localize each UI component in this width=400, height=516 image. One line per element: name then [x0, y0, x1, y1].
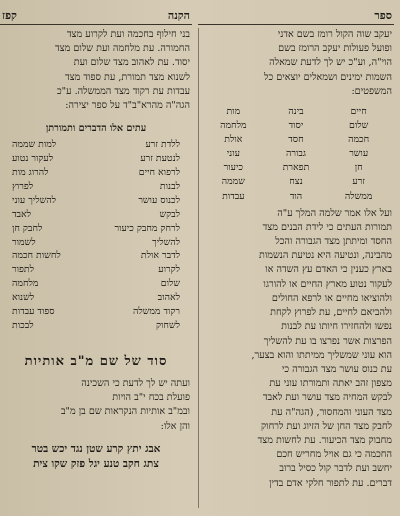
pair-item: לתפור [12, 264, 35, 276]
text-line: דברים. עת לתפור חלקי אדם בדין [269, 477, 392, 489]
right-body [200, 207, 392, 491]
table-cell: עבדות [222, 190, 245, 202]
sefirot-table [202, 105, 390, 204]
pair-item: לדבר אולת [140, 250, 180, 262]
pair-row [6, 236, 186, 250]
table-cell: כיעור [223, 162, 243, 174]
table-cell: מות [226, 106, 241, 118]
table-cell: אולת [224, 134, 243, 146]
table-row [202, 161, 390, 175]
section-text [2, 377, 190, 434]
pair-item: לעקור נטוע [12, 153, 54, 165]
text-line: יחשב ועת לדבר קול כסיל ברוב [279, 463, 392, 475]
pair-row [6, 249, 186, 263]
pair-item: להרוג מות [12, 167, 49, 179]
table-cell: שממה [221, 176, 245, 188]
pair-row [6, 138, 186, 152]
text-line: פועלת בכח י"ב הויות [112, 392, 190, 404]
table-row [202, 175, 390, 189]
header-title-right: ספר [374, 9, 392, 22]
table-cell: עוני [226, 148, 240, 160]
text-line: ולהביאם לחיים, עת לפרוץ לקחת [270, 307, 392, 319]
text-line: מהבינה, ונטיעה היא נטיעת הנשמות [259, 250, 392, 262]
pair-item: לשמור [12, 236, 36, 248]
text-line: נפשו ולהחזירו חיותו עת לבנות [281, 321, 392, 333]
table-row [202, 119, 390, 133]
pair-item: למות שממה [12, 139, 57, 151]
right-intro [200, 28, 392, 99]
pair-item: לבכות [12, 320, 34, 331]
table-cell: בינה [288, 106, 304, 118]
text-line: הגה"ה מהרא"ב"ד על ספר יצירה: [65, 100, 190, 112]
pair-item: לפרוץ [12, 180, 34, 192]
pair-item: לקרוע [158, 264, 180, 276]
text-line: החמורה. עת מלחמה ועת שלום מצד [55, 43, 190, 55]
text-line: ועל אלו אמר שלמה המלך ע"ה [277, 207, 392, 219]
pair-item: מלחמה [12, 278, 39, 290]
text-line: ועתה יש לך לדעת כי השכינה [81, 377, 190, 389]
text-line: החסד ומיתתן מצד הגבורה והכל [275, 236, 392, 248]
text-line: לעקור נטוע מארץ החיים או להורגו [263, 278, 392, 290]
text-line: לשנוא מצד תמורת, עת ספוד מצד [65, 71, 190, 83]
pair-item: לנטעת זרע [140, 153, 180, 165]
text-line: יסוד. עת לאהוב מצד שלום ועת [73, 57, 190, 69]
table-row [202, 133, 390, 147]
text-line: ופועל פעולות יעקב הרומז בשם [278, 43, 392, 55]
text-line: הפרצות אשר נפרצו בו עת להשליך [263, 335, 392, 347]
pairs-heading: עתים אלו הדברים ותמורתן [45, 123, 147, 135]
table-cell: עושר [349, 148, 369, 160]
text-line: עת כנוס עושר מצד הגבורה כי [281, 363, 392, 375]
pair-item: לכנוס עושר [138, 194, 180, 206]
page-number: קפז [2, 9, 17, 22]
pair-row [6, 319, 186, 333]
pair-item: ספוד עבדות [12, 306, 55, 318]
table-cell: הוד [289, 190, 303, 202]
section-title: סוד של שם מ"ב אותיות [24, 353, 168, 369]
text-line: הוא עוני שמשליך ממיתתו והוא בצער, [251, 349, 392, 361]
pair-item: לחבק חן [12, 222, 43, 234]
pair-row [6, 194, 186, 208]
text-line: ובמ"ב אותיות הנקראות שם בן מ"ב [60, 406, 190, 418]
text-line: והן אלו: [160, 420, 190, 432]
pair-item: לאהוב [157, 292, 180, 304]
pair-item: ללדת זרע [145, 139, 180, 151]
text-line: לבקש המחיה מצד עושר ועת לאבד [262, 392, 392, 404]
text-line: ולהוציאו מחיים או לרפא החולים [271, 292, 392, 304]
pair-item: לבנות [159, 180, 180, 192]
pair-item: לרחק מחבק כיעור [114, 222, 180, 234]
table-cell: חיים [350, 106, 367, 118]
table-cell: יסוד [288, 120, 304, 132]
text-line: מצפון זהב יאתה ותמורתו עוני עת [269, 378, 392, 390]
text-line: השמות ימינים ושמאלים יוצאים כל [264, 71, 392, 83]
header-title-left: הקנה [167, 9, 190, 22]
right-column [198, 0, 394, 491]
pair-item: לחשות חכמה [12, 250, 61, 262]
pair-row [6, 180, 186, 194]
text-line: מחבוק מצד הכיעור. עת לחשות מצד [257, 434, 392, 446]
pair-row [6, 208, 186, 222]
pair-row [6, 291, 186, 305]
right-header [198, 0, 394, 25]
pair-item: לשנוא [12, 292, 35, 304]
pair-item: לרפוא חיים [138, 167, 180, 179]
table-cell: תפארת [282, 162, 310, 174]
pair-row [6, 263, 186, 277]
text-line: מצד העוני והמחסור, (הגה"ה עת [271, 406, 392, 418]
table-cell: שלום [349, 120, 369, 132]
letters-line: צתג חקב טנע יגל פזק שקו צית [33, 457, 159, 470]
table-cell: חכמה [348, 134, 370, 146]
table-cell: מלחמה [220, 120, 247, 132]
text-line: בארץ כענין כי האדם עץ השדה או [265, 264, 392, 276]
left-header [0, 0, 192, 25]
text-line: תמורות העתים כי לידת הבנים מצד [262, 221, 392, 233]
text-line: המשפטים: [351, 85, 392, 97]
pair-row [6, 305, 186, 319]
pair-row [6, 277, 186, 291]
pair-item: לשחוק [156, 320, 180, 331]
text-line: בני חילוף בחכמה ועת לקרוע מצד [66, 29, 190, 40]
pair-item: שלום [160, 278, 180, 290]
left-intro [2, 28, 190, 113]
text-line: עבדות עת רקוד מצד הממשלה. ע"כ [56, 85, 190, 97]
table-row [202, 105, 390, 119]
forty-two-letter-name [0, 442, 192, 472]
table-cell: זרע [352, 176, 365, 188]
pair-item: להשליך עוני [12, 194, 57, 206]
letters-line: אבג יתץ קרע שטן נגד יכש בטר [31, 442, 161, 455]
pair-item: להשליך [152, 236, 180, 248]
table-cell: גבורה [285, 148, 306, 160]
table-cell: חן [354, 162, 363, 174]
pair-item: לאבד [12, 208, 32, 220]
table-cell: ממשלה [344, 190, 373, 202]
pair-item: רקוד ממשלה [132, 306, 180, 318]
table-cell: חסד [288, 134, 304, 146]
text-line: יעקב שוה הקול רומז בשם אדני [277, 29, 392, 40]
table-row [202, 147, 390, 161]
text-line: לחבק מצד החן של הזיוג ועת לרחוק [260, 420, 392, 432]
times-pairs-list [6, 138, 186, 333]
pair-row [6, 166, 186, 180]
text-line: החכמה כי גם אויל מחריש חכם [276, 449, 392, 461]
pair-item: לבקש [159, 208, 180, 220]
pair-row [6, 152, 186, 166]
left-column [0, 0, 192, 472]
pair-row [6, 222, 186, 236]
table-cell: נצח [289, 176, 303, 188]
table-row [202, 190, 390, 204]
text-line: הוי"ה, וע"כ יש לך לדעת שמאלה [269, 57, 392, 69]
